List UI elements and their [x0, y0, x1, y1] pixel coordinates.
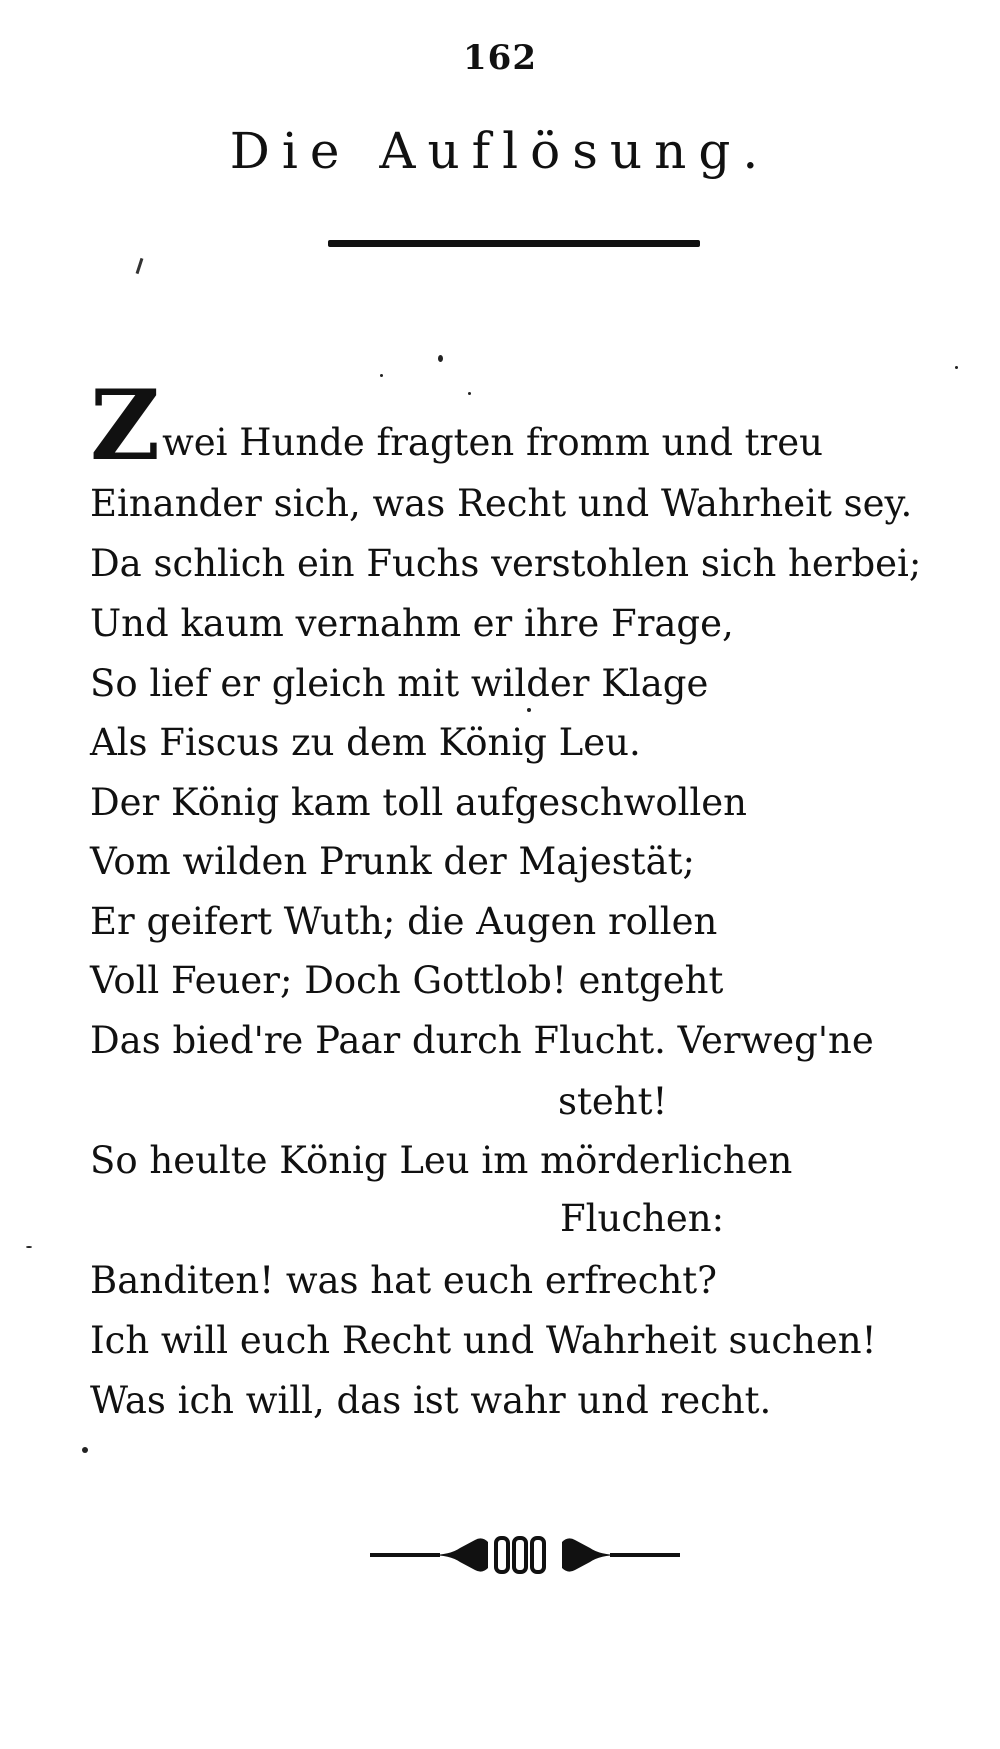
page-title: Die Auflösung.: [229, 122, 771, 180]
poem-line-6: Als Fiscus zu dem König Leu.: [90, 721, 641, 764]
ink-speck: [82, 1447, 88, 1453]
drop-cap: Z: [90, 369, 161, 482]
poem-line-14: Ich will euch Recht und Wahrheit suchen!: [90, 1319, 877, 1362]
ink-speck: [26, 1246, 32, 1248]
poem-line-2: Einander sich, was Recht und Wahrheit sey.: [90, 482, 913, 525]
poem-line-text: wei Hunde fragten fromm und treu: [162, 421, 823, 464]
ink-speck: [955, 366, 958, 369]
poem-line-10: Voll Feuer; Doch Gottlob! entgeht: [90, 959, 724, 1002]
poem-line-11-continued: steht!: [558, 1080, 668, 1123]
poem-line-1: [90, 369, 823, 482]
ornament-divider: [370, 1528, 680, 1582]
ink-speck: [468, 392, 471, 395]
poem-line-4: Und kaum vernahm er ihre Frage,: [90, 602, 734, 645]
poem-line-11: Das bied're Paar durch Flucht. Verweg'ne: [90, 1019, 874, 1062]
poem-line-5: So lief er gleich mit wilder Klage: [90, 662, 709, 705]
poem-line-3: Da schlich ein Fuchs verstohlen sich herbei;: [90, 542, 922, 585]
poem-line-13: Banditen! was hat euch erfrecht?: [90, 1259, 717, 1302]
poem-line-15: Was ich will, das ist wahr und recht.: [90, 1379, 772, 1422]
poem-line-12: So heulte König Leu im mörderlichen: [90, 1139, 793, 1182]
ink-speck: [527, 708, 531, 712]
poem-line-12-continued: Fluchen:: [560, 1197, 725, 1240]
page-number: 162: [463, 38, 537, 78]
poem-line-7: Der König kam toll aufgeschwollen: [90, 781, 747, 824]
ink-speck: [380, 374, 383, 377]
poem-line-8: Vom wilden Prunk der Majestät;: [90, 840, 695, 883]
poem-line-9: Er geifert Wuth; die Augen rollen: [90, 900, 718, 943]
ink-speck: [438, 355, 443, 362]
